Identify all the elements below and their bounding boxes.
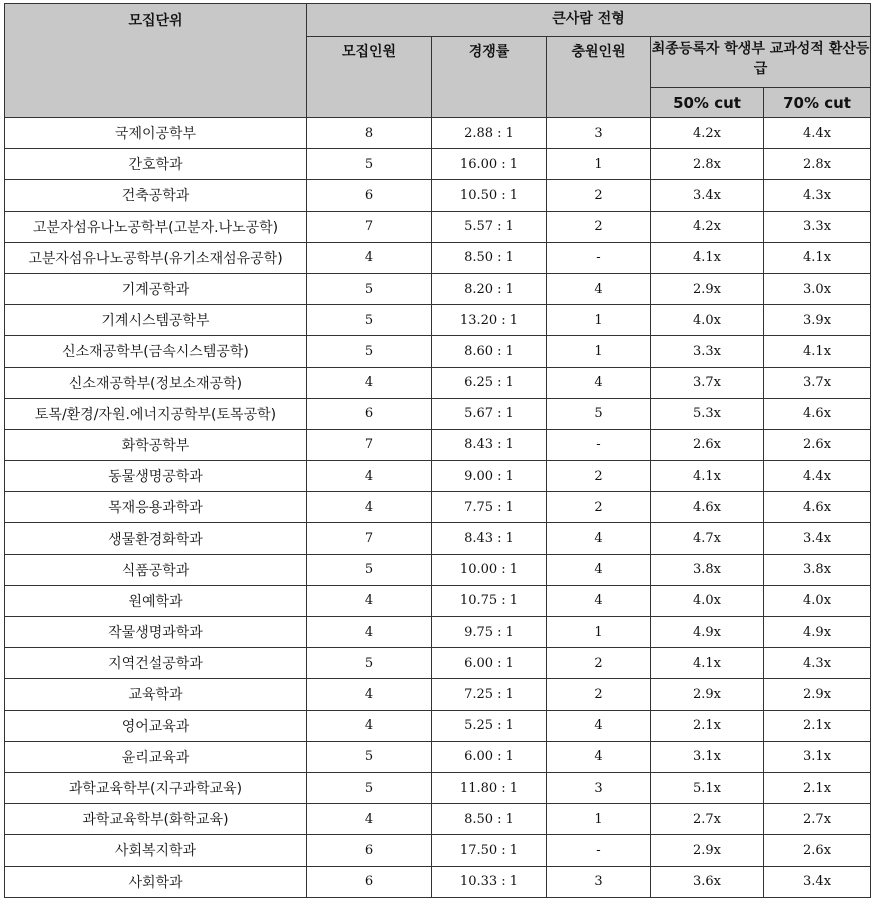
- admissions-table: [4, 3, 871, 898]
- cell-extra: 4: [547, 367, 651, 398]
- cell-extra: 1: [547, 149, 651, 180]
- cell-extra: 3: [547, 118, 651, 149]
- cell-extra: 2: [547, 211, 651, 242]
- cell-unit: 화학공학부: [5, 429, 307, 460]
- cell-cut70: 3.3x: [764, 211, 871, 242]
- cell-ratio: 8.50 : 1: [432, 242, 547, 273]
- cell-cut50: 3.1x: [651, 741, 764, 772]
- cell-extra: 5: [547, 398, 651, 429]
- cell-cut50: 4.1x: [651, 648, 764, 679]
- cell-unit: 교육학과: [5, 679, 307, 710]
- cell-unit: 동물생명공학과: [5, 461, 307, 492]
- cell-recruit: 4: [307, 367, 432, 398]
- table-row: [5, 617, 871, 648]
- cell-unit: 과학교육학부(지구과학교육): [5, 772, 307, 803]
- header-group: 큰사람 전형: [307, 4, 871, 37]
- cell-cut50: 4.2x: [651, 118, 764, 149]
- cell-cut70: 4.3x: [764, 648, 871, 679]
- cell-cut70: 3.4x: [764, 866, 871, 897]
- cell-ratio: 6.25 : 1: [432, 367, 547, 398]
- table-row: [5, 804, 871, 835]
- header-extra: 충원인원: [547, 37, 651, 118]
- cell-ratio: 8.43 : 1: [432, 523, 547, 554]
- table-row: [5, 118, 871, 149]
- table-row: [5, 679, 871, 710]
- cell-unit: 국제이공학부: [5, 118, 307, 149]
- cell-ratio: 2.88 : 1: [432, 118, 547, 149]
- cell-cut70: 4.4x: [764, 461, 871, 492]
- cell-cut50: 4.9x: [651, 617, 764, 648]
- cell-unit: 생물환경화학과: [5, 523, 307, 554]
- cell-unit: 건축공학과: [5, 180, 307, 211]
- cell-unit: 기계시스템공학부: [5, 305, 307, 336]
- admissions-table-wrapper: [4, 3, 871, 898]
- table-row: [5, 273, 871, 304]
- table-row: [5, 866, 871, 897]
- table-row: [5, 554, 871, 585]
- cell-cut70: 4.3x: [764, 180, 871, 211]
- table-row: [5, 741, 871, 772]
- cell-cut50: 3.4x: [651, 180, 764, 211]
- table-row: [5, 180, 871, 211]
- cell-ratio: 9.75 : 1: [432, 617, 547, 648]
- header-recruit: 모집인원: [307, 37, 432, 118]
- cell-cut50: 3.7x: [651, 367, 764, 398]
- cell-extra: -: [547, 242, 651, 273]
- cell-cut70: 2.6x: [764, 429, 871, 460]
- cell-cut50: 2.6x: [651, 429, 764, 460]
- table-body: [5, 118, 871, 898]
- cell-ratio: 10.00 : 1: [432, 554, 547, 585]
- cell-cut50: 4.1x: [651, 242, 764, 273]
- cell-extra: 2: [547, 679, 651, 710]
- cell-unit: 고분자섬유나노공학부(유기소재섬유공학): [5, 242, 307, 273]
- cell-cut50: 5.1x: [651, 772, 764, 803]
- cell-ratio: 7.25 : 1: [432, 679, 547, 710]
- table-row: [5, 461, 871, 492]
- cell-recruit: 4: [307, 679, 432, 710]
- cell-recruit: 4: [307, 461, 432, 492]
- cell-recruit: 5: [307, 336, 432, 367]
- cell-unit: 지역건설공학과: [5, 648, 307, 679]
- cell-recruit: 6: [307, 866, 432, 897]
- table-row: [5, 835, 871, 866]
- table-row: [5, 523, 871, 554]
- header-ratio: 경쟁률: [432, 37, 547, 118]
- cell-cut70: 3.8x: [764, 554, 871, 585]
- cell-recruit: 7: [307, 211, 432, 242]
- cell-extra: 4: [547, 523, 651, 554]
- cell-cut50: 4.2x: [651, 211, 764, 242]
- cell-unit: 과학교육학부(화학교육): [5, 804, 307, 835]
- cell-unit: 신소재공학부(정보소재공학): [5, 367, 307, 398]
- table-row: [5, 336, 871, 367]
- cell-recruit: 7: [307, 429, 432, 460]
- cell-recruit: 5: [307, 149, 432, 180]
- cell-ratio: 8.20 : 1: [432, 273, 547, 304]
- cell-cut70: 2.1x: [764, 772, 871, 803]
- cell-cut50: 4.0x: [651, 585, 764, 616]
- table-row: [5, 305, 871, 336]
- table-row: [5, 585, 871, 616]
- cell-ratio: 8.50 : 1: [432, 804, 547, 835]
- table-row: [5, 648, 871, 679]
- cell-recruit: 5: [307, 273, 432, 304]
- cell-extra: 3: [547, 772, 651, 803]
- cell-unit: 간호학과: [5, 149, 307, 180]
- table-row: [5, 772, 871, 803]
- cell-unit: 사회복지학과: [5, 835, 307, 866]
- cell-ratio: 16.00 : 1: [432, 149, 547, 180]
- cell-cut50: 4.1x: [651, 461, 764, 492]
- header-final-grade: 최종등록자 학생부 교과성적 환산등급: [651, 37, 871, 88]
- cell-ratio: 8.60 : 1: [432, 336, 547, 367]
- table-row: [5, 242, 871, 273]
- table-header: [5, 4, 871, 118]
- cell-recruit: 5: [307, 772, 432, 803]
- cell-cut70: 2.8x: [764, 149, 871, 180]
- cell-ratio: 8.43 : 1: [432, 429, 547, 460]
- cell-cut70: 3.7x: [764, 367, 871, 398]
- cell-unit: 신소재공학부(금속시스템공학): [5, 336, 307, 367]
- cell-ratio: 17.50 : 1: [432, 835, 547, 866]
- cell-cut50: 2.7x: [651, 804, 764, 835]
- cell-unit: 윤리교육과: [5, 741, 307, 772]
- cell-extra: 4: [547, 585, 651, 616]
- cell-extra: 4: [547, 741, 651, 772]
- table-row: [5, 367, 871, 398]
- cell-recruit: 8: [307, 118, 432, 149]
- cell-unit: 원예학과: [5, 585, 307, 616]
- table-row: [5, 149, 871, 180]
- cell-recruit: 4: [307, 492, 432, 523]
- cell-cut50: 2.9x: [651, 835, 764, 866]
- cell-cut70: 3.9x: [764, 305, 871, 336]
- cell-extra: 4: [547, 273, 651, 304]
- table-row: [5, 429, 871, 460]
- cell-unit: 고분자섬유나노공학부(고분자.나노공학): [5, 211, 307, 242]
- cell-ratio: 10.33 : 1: [432, 866, 547, 897]
- header-cut50: 50% cut: [651, 88, 764, 118]
- cell-extra: 1: [547, 804, 651, 835]
- cell-recruit: 6: [307, 398, 432, 429]
- cell-recruit: 5: [307, 648, 432, 679]
- cell-extra: 1: [547, 336, 651, 367]
- cell-ratio: 5.67 : 1: [432, 398, 547, 429]
- cell-cut70: 3.0x: [764, 273, 871, 304]
- cell-extra: 4: [547, 554, 651, 585]
- cell-recruit: 4: [307, 242, 432, 273]
- cell-unit: 목재응용과학과: [5, 492, 307, 523]
- cell-cut70: 3.4x: [764, 523, 871, 554]
- cell-cut70: 4.6x: [764, 398, 871, 429]
- cell-ratio: 10.75 : 1: [432, 585, 547, 616]
- cell-cut70: 4.1x: [764, 242, 871, 273]
- cell-cut70: 2.9x: [764, 679, 871, 710]
- cell-ratio: 13.20 : 1: [432, 305, 547, 336]
- cell-recruit: 7: [307, 523, 432, 554]
- cell-extra: 2: [547, 461, 651, 492]
- cell-cut70: 4.9x: [764, 617, 871, 648]
- cell-recruit: 4: [307, 710, 432, 741]
- cell-ratio: 11.80 : 1: [432, 772, 547, 803]
- cell-unit: 기계공학과: [5, 273, 307, 304]
- cell-ratio: 9.00 : 1: [432, 461, 547, 492]
- cell-extra: -: [547, 835, 651, 866]
- cell-extra: 1: [547, 305, 651, 336]
- cell-cut70: 4.0x: [764, 585, 871, 616]
- cell-extra: 4: [547, 710, 651, 741]
- cell-extra: 2: [547, 648, 651, 679]
- cell-extra: 1: [547, 617, 651, 648]
- cell-cut70: 4.6x: [764, 492, 871, 523]
- cell-recruit: 6: [307, 835, 432, 866]
- cell-cut50: 3.8x: [651, 554, 764, 585]
- cell-extra: 2: [547, 180, 651, 211]
- cell-extra: -: [547, 429, 651, 460]
- cell-extra: 3: [547, 866, 651, 897]
- cell-cut50: 3.3x: [651, 336, 764, 367]
- cell-unit: 작물생명과학과: [5, 617, 307, 648]
- cell-recruit: 6: [307, 180, 432, 211]
- cell-unit: 식품공학과: [5, 554, 307, 585]
- cell-unit: 토목/환경/자원.에너지공학부(토목공학): [5, 398, 307, 429]
- cell-cut50: 2.9x: [651, 273, 764, 304]
- cell-ratio: 7.75 : 1: [432, 492, 547, 523]
- cell-extra: 2: [547, 492, 651, 523]
- table-row: [5, 211, 871, 242]
- header-unit: 모집단위: [5, 4, 307, 118]
- cell-cut50: 4.7x: [651, 523, 764, 554]
- cell-cut70: 2.1x: [764, 710, 871, 741]
- cell-unit: 영어교육과: [5, 710, 307, 741]
- header-cut70: 70% cut: [764, 88, 871, 118]
- cell-recruit: 5: [307, 305, 432, 336]
- cell-recruit: 5: [307, 554, 432, 585]
- cell-cut50: 2.8x: [651, 149, 764, 180]
- cell-cut70: 3.1x: [764, 741, 871, 772]
- table-row: [5, 492, 871, 523]
- cell-cut50: 2.9x: [651, 679, 764, 710]
- cell-cut70: 2.7x: [764, 804, 871, 835]
- table-row: [5, 710, 871, 741]
- cell-cut70: 4.4x: [764, 118, 871, 149]
- cell-ratio: 10.50 : 1: [432, 180, 547, 211]
- cell-cut70: 2.6x: [764, 835, 871, 866]
- table-row: [5, 398, 871, 429]
- cell-unit: 사회학과: [5, 866, 307, 897]
- cell-cut50: 4.6x: [651, 492, 764, 523]
- cell-cut50: 4.0x: [651, 305, 764, 336]
- cell-cut70: 4.1x: [764, 336, 871, 367]
- cell-recruit: 4: [307, 585, 432, 616]
- cell-recruit: 5: [307, 741, 432, 772]
- cell-ratio: 5.25 : 1: [432, 710, 547, 741]
- cell-ratio: 6.00 : 1: [432, 648, 547, 679]
- cell-ratio: 6.00 : 1: [432, 741, 547, 772]
- cell-cut50: 5.3x: [651, 398, 764, 429]
- cell-ratio: 5.57 : 1: [432, 211, 547, 242]
- cell-recruit: 4: [307, 804, 432, 835]
- cell-cut50: 2.1x: [651, 710, 764, 741]
- cell-recruit: 4: [307, 617, 432, 648]
- cell-cut50: 3.6x: [651, 866, 764, 897]
